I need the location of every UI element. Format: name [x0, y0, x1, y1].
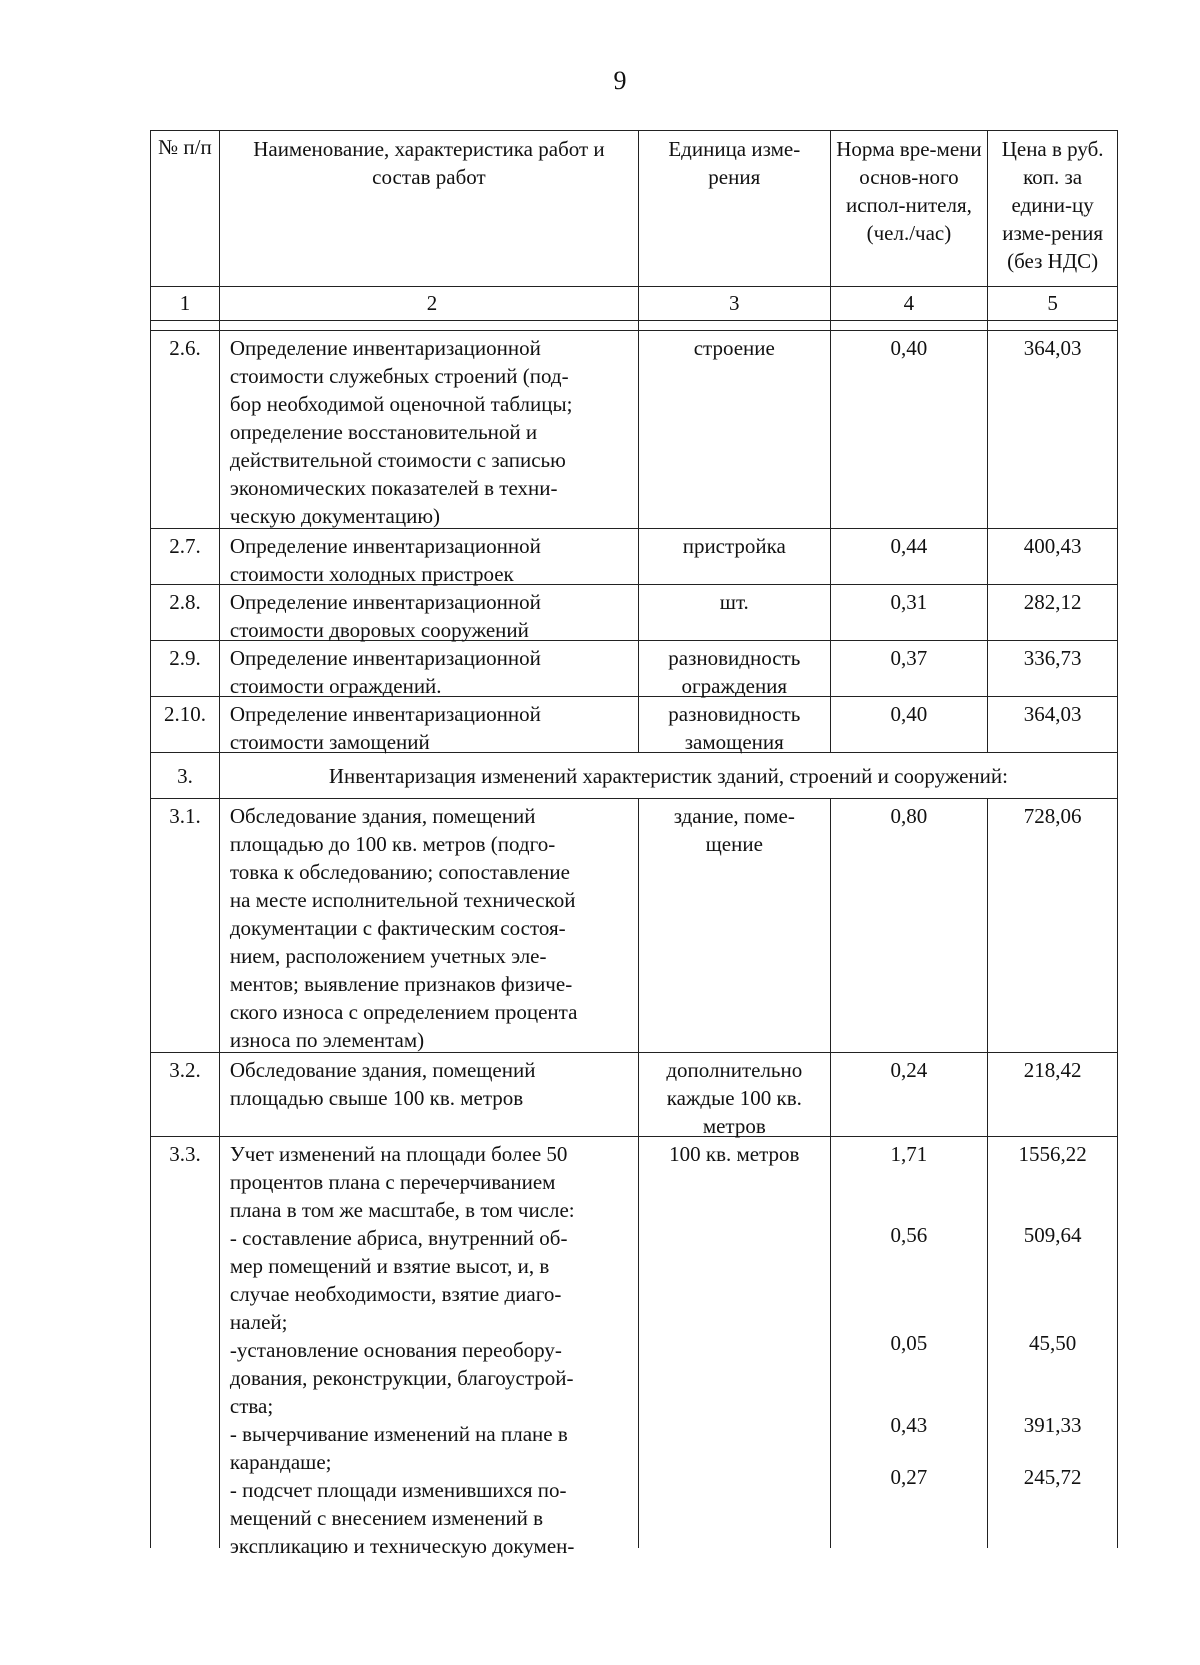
- header-description: Наименование, характеристика работ и состав работ: [219, 131, 638, 286]
- norm-value: 0,05: [890, 1331, 928, 1355]
- desc-line: мер помещений и взятие высот, и, в: [229, 1254, 550, 1278]
- row-number: 2.7.: [169, 534, 201, 558]
- header-unit: Единица изме-рения: [638, 131, 830, 286]
- desc-line: Определение инвентаризационной: [229, 590, 541, 614]
- table-row: [150, 1052, 1118, 1136]
- price-value: 509,64: [1023, 1223, 1082, 1247]
- row-description: [219, 697, 638, 752]
- desc-line: - составление абриса, внутренний об-: [229, 1226, 568, 1250]
- desc-line: Определение инвентаризационной: [229, 534, 541, 558]
- row-description: [219, 799, 638, 1052]
- row-number: 2.10.: [163, 702, 206, 726]
- row-price: 364,03: [987, 331, 1117, 528]
- desc-line: определение восстановительной и: [229, 420, 538, 444]
- unit-line: пристройка: [682, 534, 786, 558]
- row-price: 364,03: [987, 697, 1117, 752]
- unit-line: замощения: [684, 730, 784, 754]
- desc-line: Определение инвентаризационной: [229, 702, 541, 726]
- column-number: 4: [830, 287, 988, 320]
- desc-line: экономических показателей в техни-: [229, 476, 558, 500]
- spacer-cell: [219, 321, 638, 330]
- spacer-cell: [151, 321, 219, 330]
- row-unit: [638, 799, 830, 1052]
- section-number: 3.: [177, 764, 193, 788]
- row-norm: 0,24: [830, 1053, 988, 1136]
- desc-line: площадью до 100 кв. метров (подго-: [229, 832, 556, 856]
- norm-value: 0,43: [890, 1413, 928, 1437]
- unit-line: 100 кв. метров: [669, 1142, 800, 1166]
- table-row: [150, 584, 1118, 640]
- row-norm: 0,37: [830, 641, 988, 696]
- table-header-row: [150, 130, 1118, 286]
- header-norm: Норма вре-мени основ-ного испол-нителя, (чел./час): [830, 131, 988, 286]
- row-norm: 0,44: [830, 529, 988, 584]
- norm-value: 1,71: [890, 1142, 928, 1166]
- price-value: 391,33: [1023, 1413, 1082, 1437]
- row-norm: 0,31: [830, 585, 988, 640]
- unit-line: щение: [705, 832, 763, 856]
- row-norm: 0,80: [830, 799, 988, 1052]
- row-unit: [638, 529, 830, 584]
- row-unit: [638, 1137, 830, 1548]
- desc-line: Определение инвентаризационной: [229, 646, 541, 670]
- row-number: 2.6.: [169, 336, 201, 360]
- row-price: 728,06: [987, 799, 1117, 1052]
- desc-line: стоимости дворовых сооружений: [229, 618, 529, 642]
- row-price: [987, 1137, 1117, 1548]
- spacer-cell: [987, 321, 1117, 330]
- row-price: 336,73: [987, 641, 1117, 696]
- desc-line: документации с фактическим состоя-: [229, 916, 566, 940]
- table-row: [150, 528, 1118, 584]
- desc-line: износа по элементам): [229, 1028, 425, 1052]
- desc-line: Определение инвентаризационной: [229, 336, 541, 360]
- section-row: [150, 752, 1118, 798]
- row-description: [219, 1137, 638, 1558]
- row-unit: [638, 331, 830, 528]
- price-table: [150, 130, 1118, 1558]
- unit-line: разновидность: [668, 646, 801, 670]
- row-norm: 0,40: [830, 331, 988, 528]
- desc-line: налей;: [229, 1310, 288, 1334]
- row-norm: [830, 1137, 988, 1548]
- column-number: 3: [638, 287, 830, 320]
- desc-line: бор необходимой оценочной таблицы;: [229, 392, 573, 416]
- section-title: Инвентаризация изменений характеристик зданий, строений и сооружений:: [219, 753, 1117, 798]
- desc-line: - вычерчивание изменений на плане в: [229, 1422, 568, 1446]
- unit-line: дополнительно: [666, 1058, 803, 1082]
- desc-line: процентов плана с перечерчиванием: [229, 1170, 556, 1194]
- desc-line: Обследование здания, помещений: [229, 804, 536, 828]
- unit-line: ограждения: [681, 674, 788, 698]
- desc-line: ства;: [229, 1394, 274, 1418]
- header-number: № п/п: [158, 135, 212, 159]
- desc-line: площадью свыше 100 кв. метров: [229, 1086, 524, 1110]
- price-value: 1556,22: [1018, 1142, 1087, 1166]
- desc-line: действительной стоимости с записью: [229, 448, 566, 472]
- column-number: 2: [219, 287, 638, 320]
- table-row: [150, 798, 1118, 1052]
- desc-line: стоимости ограждений.: [229, 674, 442, 698]
- row-price: 218,42: [987, 1053, 1117, 1136]
- spacer-row: [150, 320, 1118, 330]
- spacer-cell: [830, 321, 988, 330]
- row-unit: [638, 1053, 830, 1136]
- row-description: [219, 331, 638, 528]
- desc-line: экспликацию и техническую докумен-: [229, 1534, 575, 1558]
- desc-line: дования, реконструкции, благоустрой-: [229, 1366, 574, 1390]
- desc-line: стоимости служебных строений (под-: [229, 364, 569, 388]
- row-description: [219, 529, 638, 584]
- row-price: 282,12: [987, 585, 1117, 640]
- row-description: [219, 1053, 638, 1136]
- row-unit: [638, 585, 830, 640]
- desc-line: товка к обследованию; сопоставление: [229, 860, 570, 884]
- row-number: 3.3.: [169, 1142, 201, 1166]
- table-row: [150, 330, 1118, 528]
- desc-line: нием, расположением учетных эле-: [229, 944, 547, 968]
- spacer-cell: [638, 321, 830, 330]
- desc-line: случае необходимости, взятие диаго-: [229, 1282, 562, 1306]
- row-number: 3.2.: [169, 1058, 201, 1082]
- desc-line: плана в том же масштабе, в том числе:: [229, 1198, 575, 1222]
- page-number: 9: [613, 66, 627, 95]
- row-price: 400,43: [987, 529, 1117, 584]
- row-unit: [638, 697, 830, 752]
- row-description: [219, 641, 638, 696]
- row-number: 3.1.: [169, 804, 201, 828]
- table-row: [150, 696, 1118, 752]
- unit-line: строение: [693, 336, 775, 360]
- desc-line: Обследование здания, помещений: [229, 1058, 536, 1082]
- row-number: 2.8.: [169, 590, 201, 614]
- desc-line: мещений с внесением изменений в: [229, 1506, 544, 1530]
- norm-value: 0,27: [890, 1465, 928, 1489]
- price-value: 245,72: [1023, 1465, 1082, 1489]
- row-norm: 0,40: [830, 697, 988, 752]
- desc-line: стоимости холодных пристроек: [229, 562, 514, 586]
- unit-line: здание, поме-: [673, 804, 795, 828]
- desc-line: карандаше;: [229, 1450, 332, 1474]
- unit-line: метров: [702, 1114, 766, 1138]
- desc-line: Учет изменений на площади более 50: [229, 1142, 568, 1166]
- table-row: [150, 640, 1118, 696]
- desc-line: - подсчет площади изменившихся по-: [229, 1478, 567, 1502]
- desc-line: на месте исполнительной технической: [229, 888, 576, 912]
- column-number: 1: [179, 291, 191, 315]
- column-number: 5: [987, 287, 1117, 320]
- unit-line: шт.: [719, 590, 749, 614]
- desc-line: ментов; выявление признаков физиче-: [229, 972, 573, 996]
- desc-line: стоимости замощений: [229, 730, 430, 754]
- desc-line: ческую документацию): [229, 504, 441, 528]
- header-price: Цена в руб. коп. за едини-цу изме-рения (без НДС): [987, 131, 1117, 286]
- price-value: 45,50: [1029, 1331, 1077, 1355]
- unit-line: разновидность: [668, 702, 801, 726]
- row-description: [219, 585, 638, 640]
- row-unit: [638, 641, 830, 696]
- table-row: [150, 1136, 1118, 1558]
- desc-line: ского износа с определением процента: [229, 1000, 578, 1024]
- norm-value: 0,56: [890, 1223, 928, 1247]
- desc-line: -установление основания переобору-: [229, 1338, 562, 1362]
- row-number: 2.9.: [169, 646, 201, 670]
- unit-line: каждые 100 кв.: [666, 1086, 802, 1110]
- column-number-row: [150, 286, 1118, 320]
